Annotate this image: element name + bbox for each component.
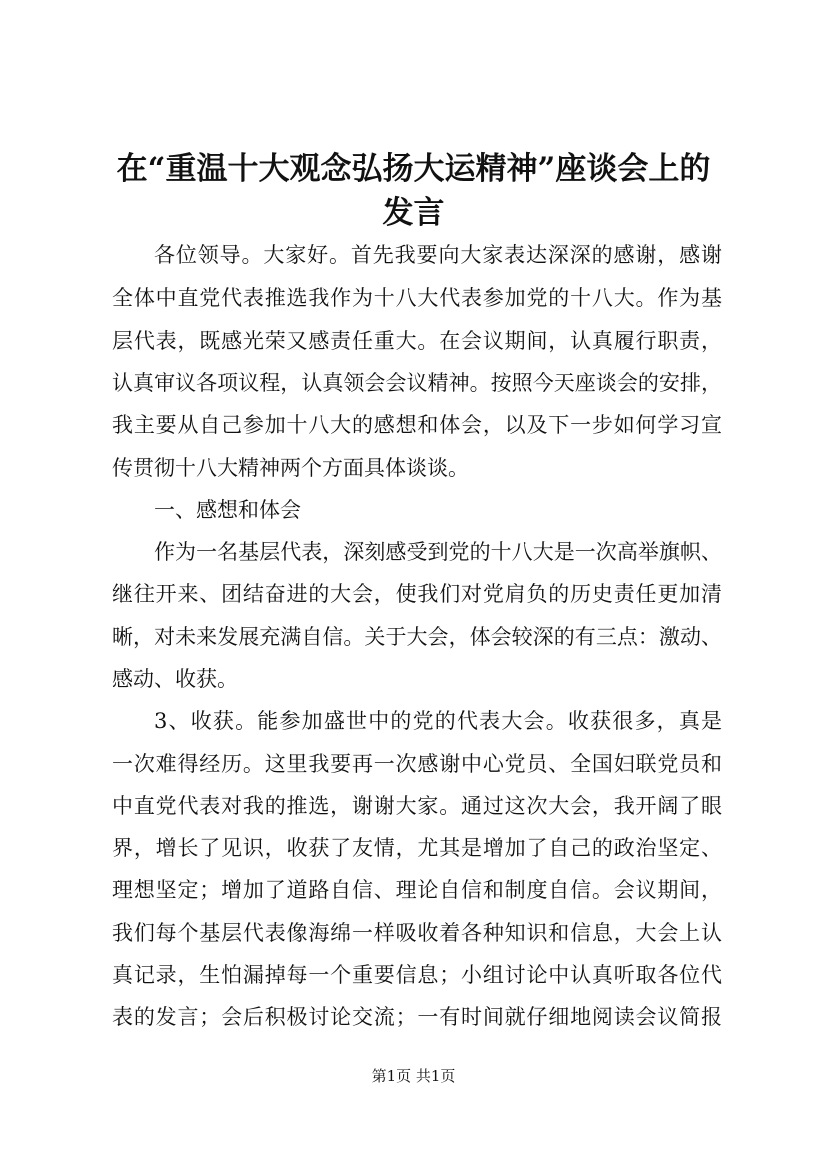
body-line: 继往开来、团结奋进的大会，使我们对党肩负的历史责任更加清 [112, 582, 722, 606]
body-line: 我们每个基层代表像海绵一样吸收着各种知识和信息，大会上认 [112, 921, 722, 945]
page-footer: 第1页 共1页 [371, 1067, 456, 1085]
body-line: 真记录，生怕漏掉每一个重要信息；小组讨论中认真听取各位代 [112, 963, 722, 987]
document-title-line-2: 发言 [382, 195, 445, 231]
body-line: 3、收获。能参加盛世中的党的代表大会。收获很多，真是 [154, 709, 722, 733]
body-line: 感动、收获。 [112, 667, 238, 691]
section-heading: 一、感想和体会 [154, 498, 301, 522]
body-line: 我主要从自己参加十八大的感想和体会，以及下一步如何学习宣 [112, 413, 722, 437]
body-line: 各位领导。大家好。首先我要向大家表达深深的感谢，感谢 [154, 243, 722, 267]
body-line: 一次难得经历。这里我要再一次感谢中心党员、全国妇联党员和 [112, 752, 722, 776]
body-line: 表的发言；会后积极讨论交流；一有时间就仔细地阅读会议简报 [112, 1005, 722, 1029]
body-line: 作为一名基层代表，深刻感受到党的十八大是一次高举旗帜、 [154, 540, 722, 564]
body-line: 层代表，既感光荣又感责任重大。在会议期间，认真履行职责， [112, 329, 722, 353]
body-line: 界，增长了见识，收获了友情，尤其是增加了自己的政治坚定、 [112, 836, 722, 860]
body-line: 传贯彻十八大精神两个方面具体谈谈。 [112, 456, 469, 480]
body-line: 中直党代表对我的推选，谢谢大家。通过这次大会，我开阔了眼 [112, 794, 722, 818]
body-line: 理想坚定；增加了道路自信、理论自信和制度自信。会议期间， [112, 878, 722, 902]
body-line: 全体中直党代表推选我作为十八大代表参加党的十八大。作为基 [112, 286, 722, 310]
document-title-line-1: 在“重温十大观念弘扬大运精神”座谈会上的 [116, 151, 711, 187]
body-line: 晰，对未来发展充满自信。关于大会，体会较深的有三点：激动、 [112, 625, 722, 649]
body-line: 认真审议各项议程，认真领会会议精神。按照今天座谈会的安排， [112, 371, 722, 395]
